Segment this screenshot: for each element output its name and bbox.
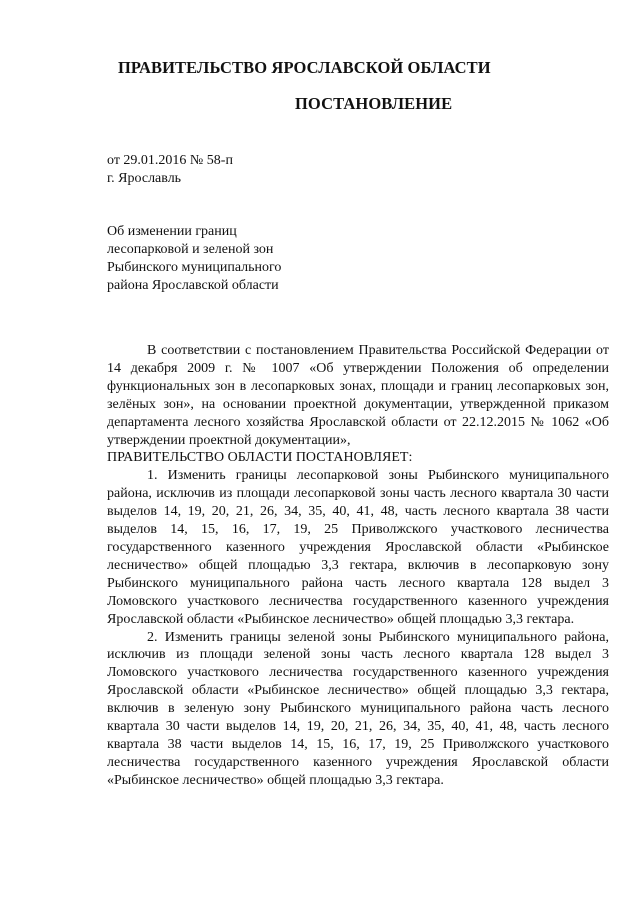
document-subject (107, 223, 281, 295)
subject-line: района Ярославской области (107, 278, 279, 293)
document-body (107, 342, 609, 790)
document-city: г. Ярославль (107, 171, 182, 186)
resolves-line: ПРАВИТЕЛЬСТВО ОБЛАСТИ ПОСТАНОВЛЯЕТ: (107, 450, 413, 466)
subject-line: Об изменении границ (107, 224, 237, 239)
document-type-title: ПОСТАНОВЛЕНИЕ (295, 94, 453, 113)
item-2-paragraph: 2. Изменить границы зеленой зоны Рыбинского муниципального района, исключив из площади зеленой зоны часть лесного квартала 128 выдел 3 Ломовского участкового лесничества государственного казенного учреждения Ярославской области «Рыбинское лесничество» общей площадью 3,3 гектара, включив в зеленую зону Рыбинского муниципального района часть лесного квартала 30 части выделов 14, 19, 20, 21, 26, 34, 35, 40, 41, 48, часть лесного квартала 38 части выделов 14, 15, 16, 17, 19, 25 Приволжского участкового лесничества государственного казенного учреждения Ярославской области «Рыбинское лесничество» общей площадью 3,3 гектара. (107, 629, 609, 788)
item-1-paragraph: 1. Изменить границы лесопарковой зоны Рыбинского муниципального района, исключив из площади лесопарковой зоны часть лесного квартала 30 части выделов 14, 19, 20, 21, 26, 34, 35, 40, 41, 48, часть лесного квартала 38 части выделов 14, 15, 16, 17, 19, 25 Приволжского участкового лесничества государственного казенного учреждения Ярославской области «Рыбинское лесничество» общей площадью 3,3 гектара, включив в лесопарковую зону Рыбинского муниципального района часть лесного квартала 128 выдел 3 Ломовского участкового лесничества государственного казенного учреждения Ярославской области «Рыбинское лесничество» общей площадью 3,3 гектара. (107, 468, 609, 627)
intro-paragraph: В соответствии с постановлением Правительства Российской Федерации от 14 декабря 2009 г. № 1007 «Об утверждении Положения об определении функциональных зон в лесопарковых зонах, площади и границ лесопарковых зон, зелёных зон», на основании проектной документации, утвержденной приказом департамента лесного хозяйства Ярославской области от 22.12.2015 № 1062 «Об утверждении проектной документации», (107, 343, 609, 448)
subject-line: Рыбинского муниципального (107, 260, 282, 275)
government-title: ПРАВИТЕЛЬСТВО ЯРОСЛАВСКОЙ ОБЛАСТИ (118, 58, 491, 77)
document-date-number: от 29.01.2016 № 58-п (107, 153, 233, 168)
subject-line: лесопарковой и зеленой зон (107, 242, 274, 257)
